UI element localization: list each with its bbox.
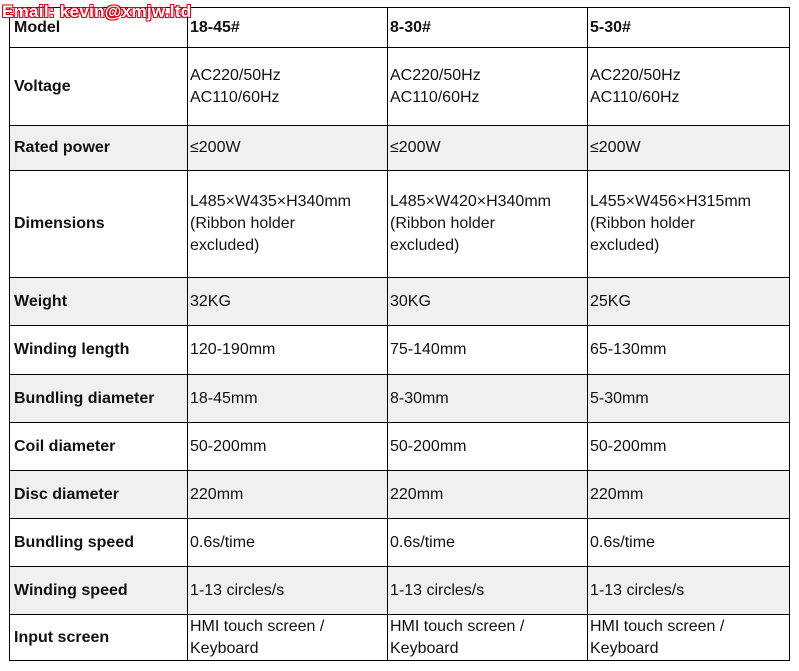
spec-cell: 1-13 circles/s xyxy=(588,567,790,615)
spec-cell: L455×W456×H315mm (Ribbon holder excluded) xyxy=(588,171,790,278)
spec-cell: 50-200mm xyxy=(588,423,790,471)
spec-cell: 1-13 circles/s xyxy=(188,567,388,615)
spec-cell: 0.6s/time xyxy=(588,519,790,567)
table-row xyxy=(10,471,790,519)
spec-table xyxy=(9,7,790,661)
spec-cell: HMI touch screen / Keyboard xyxy=(388,615,588,661)
spec-cell: 25KG xyxy=(588,278,790,326)
spec-cell: AC220/50Hz AC110/60Hz xyxy=(388,48,588,126)
header-model: 18-45# xyxy=(188,8,388,48)
spec-cell: 0.6s/time xyxy=(388,519,588,567)
row-label: Winding speed xyxy=(10,567,188,615)
spec-cell: 120-190mm xyxy=(188,326,388,375)
row-label: Coil diameter xyxy=(10,423,188,471)
spec-cell: 0.6s/time xyxy=(188,519,388,567)
spec-cell: ≤200W xyxy=(588,126,790,171)
row-label: Winding length xyxy=(10,326,188,375)
table-row xyxy=(10,278,790,326)
email-watermark: Email: kevin@xmjw.ltd xyxy=(2,2,192,21)
row-label: Dimensions xyxy=(10,171,188,278)
row-label: Rated power xyxy=(10,126,188,171)
spec-cell: HMI touch screen / Keyboard xyxy=(588,615,790,661)
spec-cell: AC220/50Hz AC110/60Hz xyxy=(188,48,388,126)
table-row xyxy=(10,567,790,615)
table-row xyxy=(10,171,790,278)
spec-cell: 65-130mm xyxy=(588,326,790,375)
table-row xyxy=(10,326,790,375)
table-row xyxy=(10,126,790,171)
spec-cell: 5-30mm xyxy=(588,375,790,423)
spec-cell: 18-45mm xyxy=(188,375,388,423)
spec-cell: 8-30mm xyxy=(388,375,588,423)
table-row xyxy=(10,423,790,471)
spec-cell: 30KG xyxy=(388,278,588,326)
spec-cell: 220mm xyxy=(588,471,790,519)
table-row xyxy=(10,48,790,126)
spec-cell: HMI touch screen / Keyboard xyxy=(188,615,388,661)
table-row xyxy=(10,519,790,567)
row-label: Weight xyxy=(10,278,188,326)
header-model: 5-30# xyxy=(588,8,790,48)
spec-cell: 220mm xyxy=(388,471,588,519)
row-label: Bundling speed xyxy=(10,519,188,567)
spec-cell: L485×W420×H340mm (Ribbon holder excluded) xyxy=(388,171,588,278)
table-row xyxy=(10,615,790,661)
spec-cell: ≤200W xyxy=(188,126,388,171)
spec-cell: 32KG xyxy=(188,278,388,326)
spec-cell: 50-200mm xyxy=(388,423,588,471)
row-label: Disc diameter xyxy=(10,471,188,519)
spec-cell: ≤200W xyxy=(388,126,588,171)
header-model: 8-30# xyxy=(388,8,588,48)
row-label: Voltage xyxy=(10,48,188,126)
table-row xyxy=(10,375,790,423)
spec-cell: 50-200mm xyxy=(188,423,388,471)
header-label: Model xyxy=(10,8,188,48)
spec-cell: 220mm xyxy=(188,471,388,519)
row-label: Bundling diameter xyxy=(10,375,188,423)
spec-cell: 1-13 circles/s xyxy=(388,567,588,615)
spec-cell: AC220/50Hz AC110/60Hz xyxy=(588,48,790,126)
spec-cell: L485×W435×H340mm (Ribbon holder excluded) xyxy=(188,171,388,278)
row-label: Input screen xyxy=(10,615,188,661)
spec-cell: 75-140mm xyxy=(388,326,588,375)
